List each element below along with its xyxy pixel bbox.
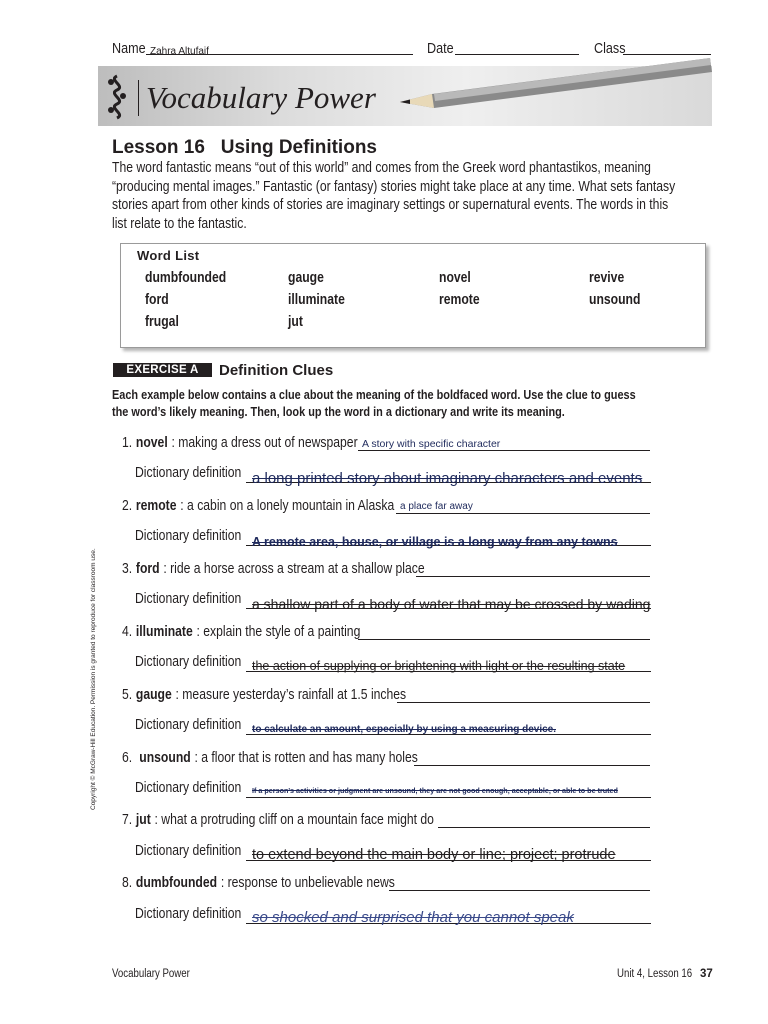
definition-answer: to extend beyond the main body or line; project; protrude (252, 847, 616, 863)
banner-title: Vocabulary Power (146, 80, 376, 115)
guess-field[interactable] (389, 876, 650, 891)
word-list-item: ford (145, 292, 169, 308)
dictionary-label: Dictionary definition (135, 717, 242, 733)
definition-answer: so shocked and surprised that you cannot speak (252, 909, 574, 926)
guess-field[interactable] (416, 562, 650, 577)
intro-line: stories apart from other kinds of stories are imaginary settings or supernatural events. The words in this (112, 197, 669, 213)
intro-line: list relate to the fantastic. (112, 215, 247, 232)
ornament-icon (102, 72, 132, 120)
question-7 (122, 811, 434, 829)
word-list-item: gauge (288, 270, 324, 286)
question-word: dumbfounded (135, 875, 218, 891)
question-number: 3. (122, 561, 133, 577)
page-number: 37 (700, 968, 713, 980)
word-list-item: illuminate (288, 292, 345, 308)
directions-line: the word’s likely meaning. Then, look up the word in a dictionary and write its meaning. (112, 404, 565, 419)
question-number: 1. (122, 435, 133, 451)
dictionary-label: Dictionary definition (135, 906, 242, 922)
class-field[interactable] (623, 38, 711, 55)
definition-answer: a long printed story about imaginary characters and events (252, 470, 643, 487)
question-2 (122, 497, 394, 515)
dictionary-label: Dictionary definition (135, 843, 242, 859)
exercise-badge: EXERCISE A (113, 363, 212, 377)
question-clue: : measure yesterday’s rainfall at 1.5 inches (175, 687, 407, 703)
definition-answer: a shallow part of a body of water that may be crossed by wading (252, 596, 651, 612)
question-4 (122, 623, 360, 641)
word-list-item: unsound (589, 292, 641, 308)
word-list-item: jut (288, 314, 303, 330)
word-list-item: revive (589, 270, 625, 286)
word-list-item: dumbfounded (145, 270, 227, 286)
intro-line: “producing mental images.” Fantastic (or fantasy) stories might take place at any time. What sets fantasy (112, 178, 676, 195)
guess-field[interactable] (397, 688, 650, 703)
word-list-title: Word List (137, 248, 200, 263)
pencil-icon (398, 56, 714, 114)
question-word: ford (135, 561, 160, 577)
exercise-title: Definition Clues (219, 362, 334, 379)
definition-answer: If a person's activities or judgment are unsound, they are not good enough, acceptable, or able to be truted (252, 786, 618, 795)
question-clue: : making a dress out of newspaper (171, 435, 358, 451)
dictionary-label: Dictionary definition (135, 780, 242, 796)
question-word: gauge (135, 687, 172, 703)
guess-answer: a place far away (400, 501, 473, 512)
question-number: 4. (122, 624, 133, 640)
question-clue: : a cabin on a lonely mountain in Alaska (180, 498, 395, 514)
dictionary-label: Dictionary definition (135, 528, 242, 544)
question-number: 2. (122, 498, 133, 514)
dictionary-label: Dictionary definition (135, 654, 242, 670)
word-list-item: remote (439, 292, 480, 308)
date-field[interactable] (455, 38, 579, 55)
guess-field[interactable] (438, 813, 650, 828)
lesson-title: Lesson 16 Using Definitions (112, 137, 377, 158)
intro-line: The word fantastic means “out of this world” and comes from the Greek word phantastikos, meaning (112, 160, 651, 176)
dictionary-label: Dictionary definition (135, 465, 242, 481)
question-clue: : explain the style of a painting (196, 624, 361, 640)
question-5 (122, 686, 406, 704)
name-label: Name (112, 40, 146, 57)
class-label: Class (594, 40, 626, 57)
question-word: remote (135, 498, 177, 514)
question-number: 8. (122, 875, 133, 891)
question-word: illuminate (135, 624, 193, 640)
question-clue: : a floor that is rotten and has many holes (194, 750, 418, 766)
question-clue: : response to unbelievable news (220, 875, 395, 891)
dictionary-label: Dictionary definition (135, 591, 242, 607)
question-1 (122, 434, 358, 452)
exercise-directions (112, 386, 636, 420)
guess-answer: A story with specific character (362, 438, 501, 450)
question-clue: : ride a horse across a stream at a shallow place (163, 561, 425, 577)
guess-field[interactable] (358, 625, 650, 640)
word-list-item: novel (439, 270, 471, 286)
guess-field[interactable] (414, 751, 650, 766)
name-value: Zahra Altufaif (150, 46, 209, 57)
lesson-intro (112, 159, 676, 233)
definition-answer: A remote area, house, or village is a long way from any towns (252, 535, 618, 549)
copyright-notice: Copyright © McGraw-Hill Education. Permission is granted to reproduce for classroom use. (90, 548, 97, 810)
question-number: 6. (122, 750, 133, 766)
directions-line: Each example below contains a clue about the meaning of the boldfaced word. Use the clue to guess (112, 387, 636, 402)
question-3 (122, 560, 425, 578)
date-label: Date (427, 40, 454, 57)
question-word: unsound (135, 750, 191, 766)
question-word: novel (135, 435, 168, 451)
question-clue: : what a protruding cliff on a mountain face might do (154, 812, 434, 828)
banner-divider (138, 80, 139, 116)
footer-left: Vocabulary Power (112, 968, 190, 980)
question-number: 7. (122, 812, 133, 828)
question-word: jut (135, 812, 151, 828)
footer-lesson: Unit 4, Lesson 16 (617, 968, 693, 980)
definition-answer: to calculate an amount, especially by using a measuring device. (252, 724, 556, 735)
word-list-item: frugal (145, 314, 179, 330)
definition-answer: the action of supplying or brightening with light or the resulting state (252, 659, 626, 673)
question-number: 5. (122, 687, 133, 703)
question-6 (122, 749, 418, 767)
question-8 (122, 874, 395, 892)
